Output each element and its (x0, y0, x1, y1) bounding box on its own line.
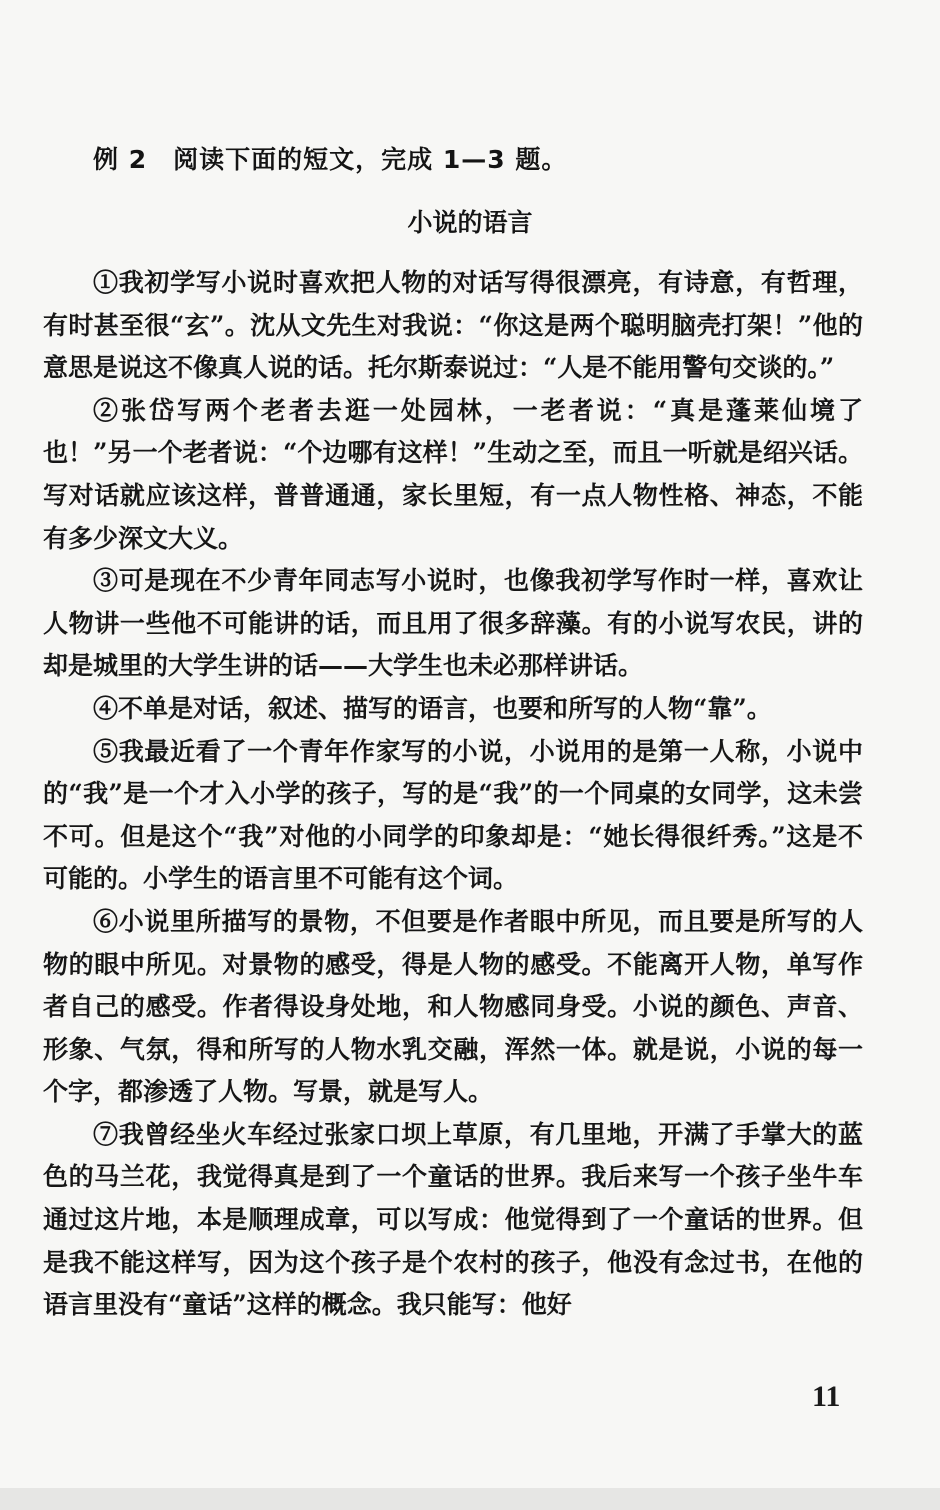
page-number: 11 (812, 1380, 841, 1413)
paragraph-5: ⑤我最近看了一个青年作家写的小说，小说用的是第一人称，小说中的“我”是一个才入小学的孩子，写的是“我”的一个同桌的女同学，这未尝不可。但是这个“我”对他的小同学的印象却是：“她长得很纤秀。”这是不可能的。小学生的语言里不可能有这个词。 (43, 736, 863, 894)
paragraph-4: ④不单是对话，叙述、描写的语言，也要和所写的人物“靠”。 (93, 693, 772, 723)
example-instruction: 阅读下面的短文，完成 1—3 题。 (173, 145, 568, 174)
example-heading (93, 140, 567, 176)
article-body (43, 262, 863, 1327)
paragraph-6: ⑥小说里所描写的景物，不但要是作者眼中所见，而且要是所写的人物的眼中所见。对景物的感受，得是人物的感受。不能离开人物，单写作者自己的感受。作者得设身处地，和人物感同身受。小说的颜色、声音、形象、气氛，得和所写的人物水乳交融，浑然一体。就是说，小说的每一个字，都渗透了人物。写景，就是写人。 (43, 906, 863, 1107)
example-label: 例 2 (93, 145, 148, 174)
paragraph-1: ①我初学写小说时喜欢把人物的对话写得很漂亮，有诗意，有哲理，有时甚至很“玄”。沈从文先生对我说：“你这是两个聪明脑壳打架！”他的意思是说这不像真人说的话。托尔斯泰说过：“人是不能用警句交谈的。” (43, 268, 863, 383)
paragraph-7: ⑦我曾经坐火车经过张家口坝上草原，有几里地，开满了手掌大的蓝色的马兰花，我觉得真是到了一个童话的世界。我后来写一个孩子坐牛车通过这片地，本是顺理成章，可以写成：他觉得到了一个童话的世界。但是我不能这样写，因为这个孩子是个农村的孩子，他没有念过书，在他的语言里没有“童话”这样的概念。我只能写：他好 (43, 1119, 863, 1320)
paragraph-3: ③可是现在不少青年同志写小说时，也像我初学写作时一样，喜欢让人物讲一些他不可能讲的话，而且用了很多辞藻。有的小说写农民，讲的却是城里的大学生讲的话——大学生也未必那样讲话。 (43, 566, 863, 681)
article-title: 小说的语言 (407, 208, 533, 237)
page-bottom-edge (0, 1488, 940, 1510)
paragraph-2: ②张岱写两个老者去逛一处园林，一老者说：“真是蓬莱仙境了也！”另一个老者说：“个边哪有这样！”生动之至，而且一听就是绍兴话。写对话就应该这样，普普通通，家长里短，有一点人物性格、神态，不能有多少深文大义。 (43, 395, 863, 553)
